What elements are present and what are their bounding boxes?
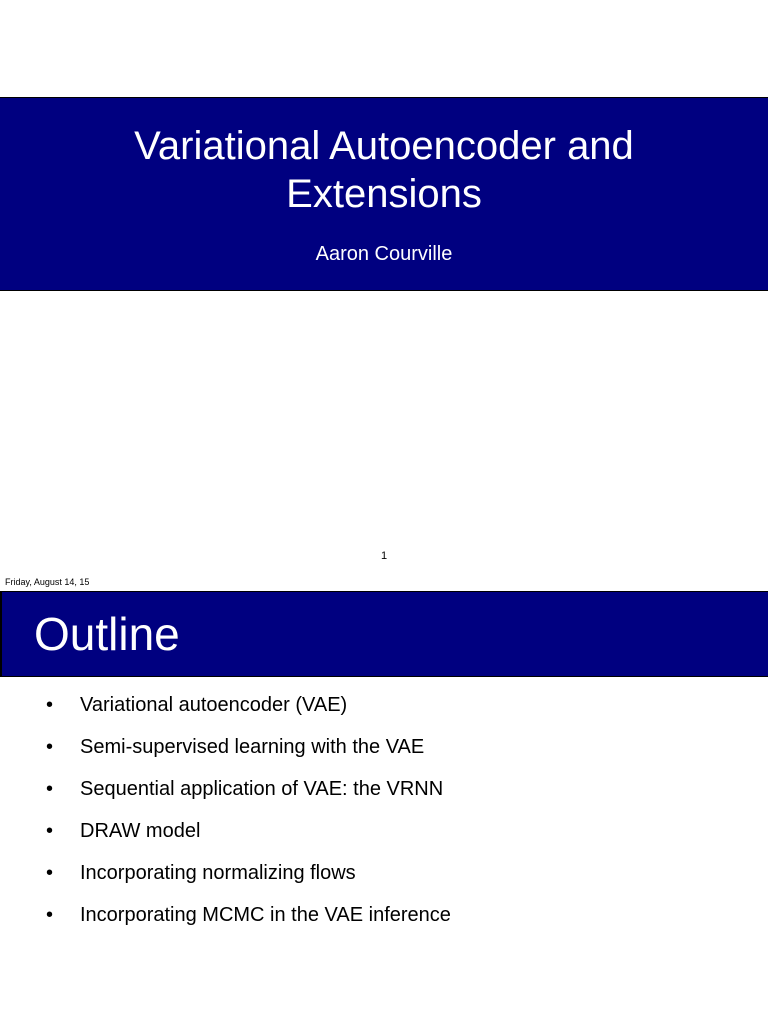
list-item — [0, 769, 768, 811]
bullet-text: DRAW model — [80, 820, 201, 842]
date-stamp: Friday, August 14, 15 — [5, 577, 90, 587]
bullet-text: Semi-supervised learning with the VAE — [80, 736, 425, 758]
bullet-icon: • — [46, 904, 54, 926]
list-item — [0, 853, 768, 895]
list-item — [0, 685, 768, 727]
list-item — [0, 727, 768, 769]
bullet-text: Variational autoencoder (VAE) — [80, 694, 348, 716]
slide-page-number: 1 — [380, 550, 388, 562]
bullet-text: Incorporating MCMC in the VAE inference — [80, 904, 451, 926]
bullet-text: Incorporating normalizing flows — [80, 862, 356, 884]
title-slide-banner — [0, 97, 768, 291]
outline-title: Outline — [34, 608, 180, 660]
presentation-title-line-2: Extensions — [286, 172, 482, 216]
bullet-icon: • — [46, 736, 54, 758]
bullet-icon: • — [46, 778, 54, 800]
list-item — [0, 895, 768, 937]
presentation-title — [0, 122, 768, 218]
outline-bullet-list — [0, 685, 768, 937]
presentation-title-line-1: Variational Autoencoder and — [134, 124, 634, 168]
bullet-icon: • — [46, 694, 54, 716]
outline-slide-banner — [0, 591, 768, 677]
bullet-text: Sequential application of VAE: the VRNN — [80, 778, 444, 800]
author-name: Aaron Courville — [315, 243, 453, 265]
list-item — [0, 811, 768, 853]
bullet-icon: • — [46, 820, 54, 842]
bullet-icon: • — [46, 862, 54, 884]
